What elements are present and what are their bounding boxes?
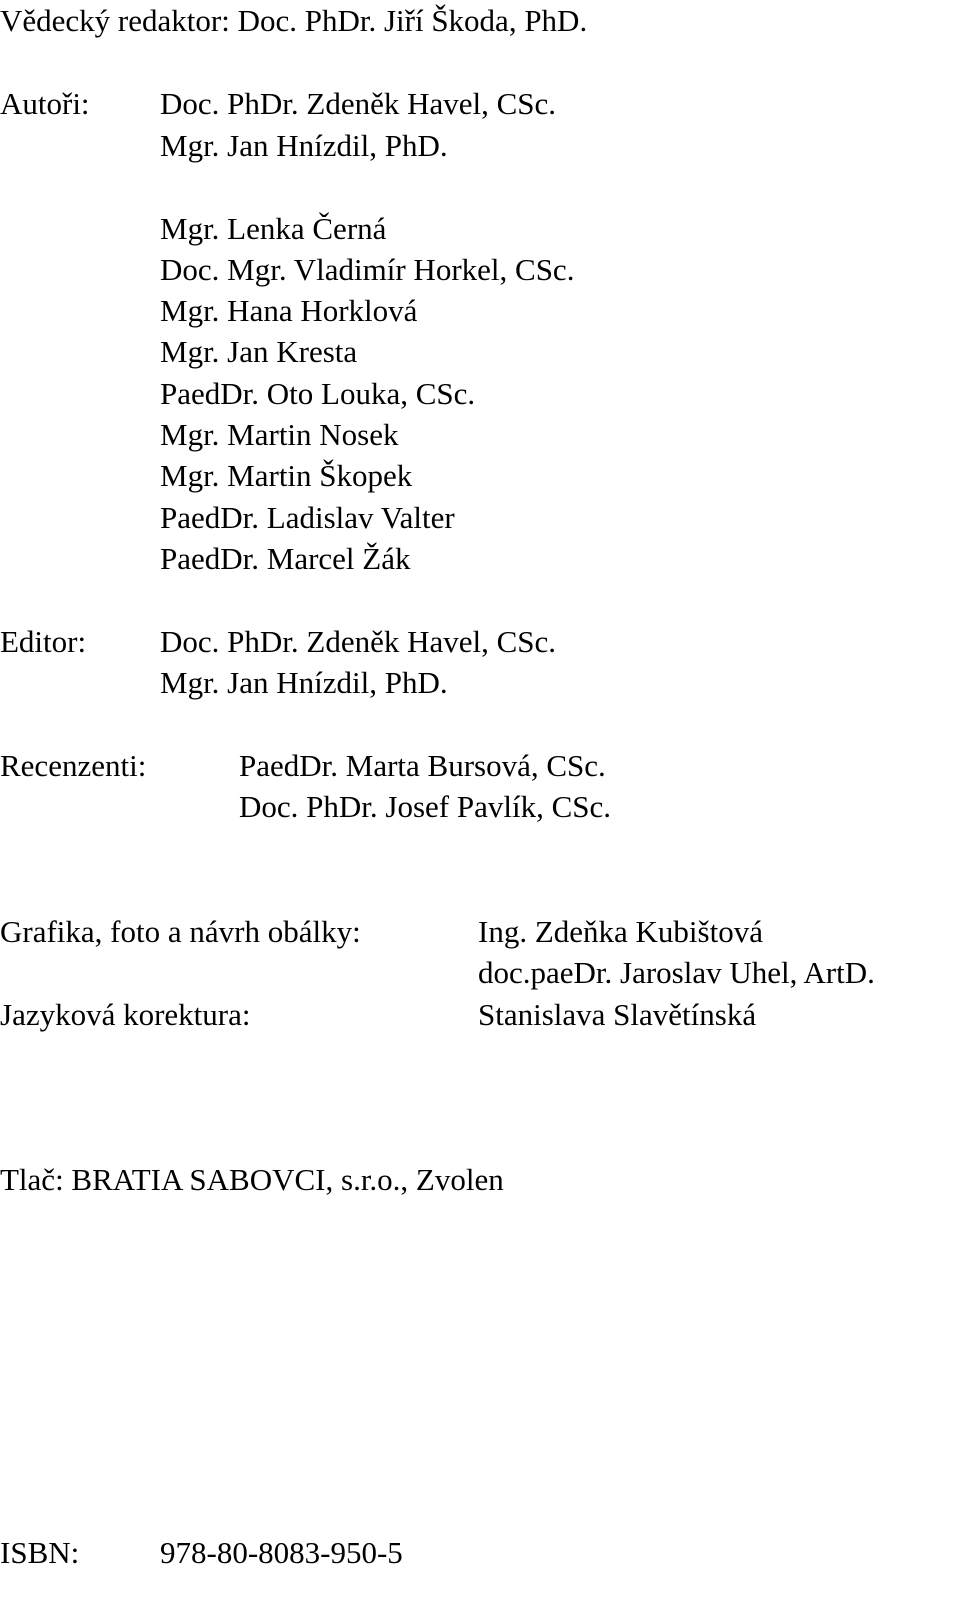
author-other-4: Mgr. Jan Kresta — [160, 334, 358, 369]
author-other-1: Mgr. Lenka Černá — [160, 211, 387, 246]
graphics-label: Grafika, foto a návrh obálky: — [0, 914, 361, 949]
reviewer-name-1: PaedDr. Marta Bursová, CSc. — [239, 748, 606, 783]
author-other-7: Mgr. Martin Škopek — [160, 458, 413, 493]
graphics-name-2: doc.paeDr. Jaroslav Uhel, ArtD. — [478, 955, 875, 990]
reviewer-name-2: Doc. PhDr. Josef Pavlík, CSc. — [239, 789, 611, 824]
scientific-editor-name: Doc. PhDr. Jiří Škoda, PhD. — [237, 3, 588, 38]
authors-label: Autoři: — [0, 86, 90, 121]
proofreading-label: Jazyková korektura: — [0, 997, 251, 1032]
author-other-5: PaedDr. Oto Louka, CSc. — [160, 376, 476, 411]
editor-label: Editor: — [0, 624, 87, 659]
author-primary-1: Doc. PhDr. Zdeněk Havel, CSc. — [160, 86, 557, 121]
proofreading-name: Stanislava Slavětínská — [478, 997, 757, 1032]
isbn-label: ISBN: — [0, 1535, 80, 1570]
editor-name-1: Doc. PhDr. Zdeněk Havel, CSc. — [160, 624, 557, 659]
graphics-name-1: Ing. Zdeňka Kubištová — [478, 914, 763, 949]
author-other-9: PaedDr. Marcel Žák — [160, 541, 411, 576]
isbn-value: 978-80-8083-950-5 — [160, 1535, 403, 1570]
author-other-6: Mgr. Martin Nosek — [160, 417, 399, 452]
scientific-editor-line — [0, 5, 587, 36]
editor-name-2: Mgr. Jan Hnízdil, PhD. — [160, 665, 448, 700]
author-other-2: Doc. Mgr. Vladimír Horkel, CSc. — [160, 252, 575, 287]
reviewers-label: Recenzenti: — [0, 748, 147, 783]
author-primary-2: Mgr. Jan Hnízdil, PhD. — [160, 128, 448, 163]
author-other-8: PaedDr. Ladislav Valter — [160, 500, 455, 535]
scientific-editor-label: Vědecký redaktor: — [0, 3, 230, 38]
print-line: Tlač: BRATIA SABOVCI, s.r.o., Zvolen — [0, 1162, 504, 1197]
author-other-3: Mgr. Hana Horklová — [160, 293, 418, 328]
